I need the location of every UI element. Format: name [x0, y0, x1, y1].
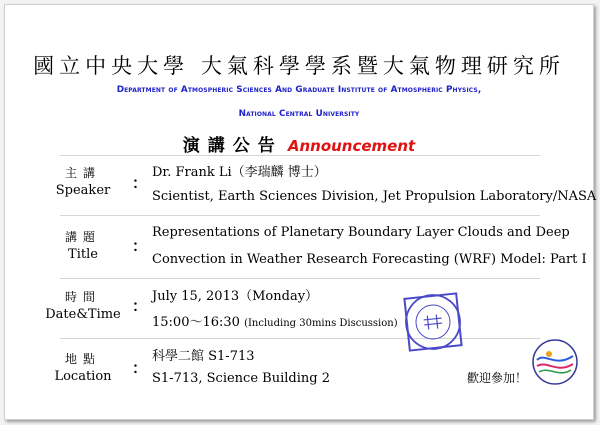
speaker-name: Dr. Frank Li（李瑞麟 博士） — [152, 165, 327, 180]
welcome-text: 歡迎參加！ — [467, 371, 528, 385]
speaker-label-en: Speaker — [55, 183, 111, 198]
location-label-zh: 地點 — [64, 352, 101, 366]
location-label-en: Location — [54, 369, 112, 384]
title-colon: ： — [132, 237, 148, 255]
divider — [60, 155, 540, 156]
speaker-colon: ： — [132, 174, 148, 192]
speaker-label-zh: 主講 — [64, 166, 101, 180]
speaker-affiliation: Scientist, Earth Sciences Division, Jet Propulsion Laboratory/NASA — [152, 189, 597, 204]
datetime-label-en: Date&Time — [45, 307, 121, 322]
department-seal-icon — [402, 291, 464, 353]
university-name-en: National Central University — [238, 109, 360, 119]
location-zh: 科學二館 S1-713 — [152, 349, 255, 364]
talk-time-range: 15:00～16:30 — [152, 315, 240, 330]
talk-time-note: (Including 30mins Discussion) — [244, 318, 398, 329]
title-label-zh: 講題 — [64, 230, 101, 244]
divider — [60, 215, 540, 216]
department-title-en: Department of Atmospheric Sciences And Graduate Institute of Atmospheric Physics, — [116, 85, 482, 95]
announcement-page — [4, 4, 597, 420]
talk-title-line2: Convection in Weather Research Forecasting (WRF) Model: Part I — [152, 252, 587, 267]
announcement-heading-en: Announcement — [287, 137, 416, 155]
divider — [60, 278, 540, 279]
institute-logo-icon — [531, 338, 579, 386]
location-colon: ： — [132, 359, 148, 377]
talk-date: July 15, 2013（Monday） — [152, 289, 319, 304]
datetime-colon: ： — [132, 297, 148, 315]
announcement-heading — [5, 131, 593, 156]
divider — [60, 338, 540, 339]
location-label — [43, 351, 123, 385]
talk-title-line1: Representations of Planetary Boundary Layer Clouds and Deep — [152, 225, 570, 240]
datetime-label-zh: 時間 — [64, 290, 101, 304]
speaker-label — [43, 165, 123, 199]
title-label — [43, 229, 123, 263]
title-label-en: Title — [68, 247, 98, 262]
department-title-zh: 國立中央大學 大氣科學學系暨大氣物理研究所 — [33, 54, 565, 78]
location-en: S1-713, Science Building 2 — [152, 371, 330, 386]
talk-time — [152, 311, 398, 330]
datetime-label — [43, 289, 123, 323]
announcement-heading-zh: 演講公告 — [182, 136, 283, 156]
